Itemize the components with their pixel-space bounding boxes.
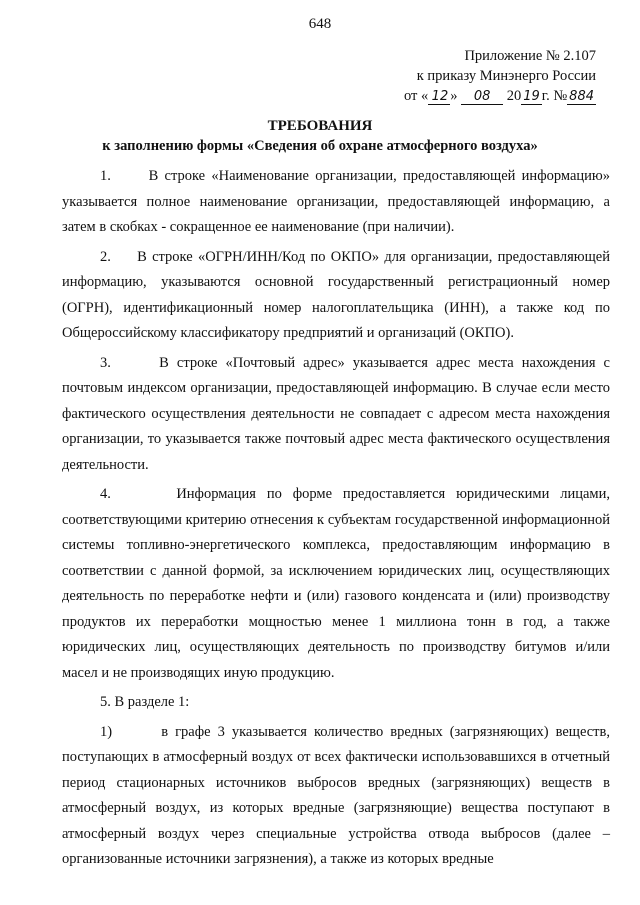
date-prefix: от «	[403, 88, 429, 104]
paragraph-4: 4. Информация по форме предоставляется юридическими лицами, соответствующими критерию отнесения к субъектам государственной информационной системы топливно-энергетического комплекса, предоставляющим информацию в соответствии с данной формой, за исключением юридических лиц, осуществляющих деятельность по переработке нефти и (или) газового конденсата и (или) производству продуктов их переработки мощностью менее 1 миллиона тонн в год, а также юридических лиц, осуществляющих деятельность по производству битумов и/или масел и не производящих иную продукцию.	[62, 486, 610, 681]
appendix-date-line	[404, 86, 596, 106]
handwritten-day: 12	[428, 90, 450, 105]
document-subtitle: к заполнению формы «Сведения об охране атмосферного воздуха»	[102, 138, 538, 154]
document-title: ТРЕБОВАНИЯ	[267, 118, 373, 134]
section-1-heading: 5. В разделе 1:	[100, 694, 190, 710]
handwritten-year: 19	[523, 89, 540, 104]
year-prefix: 20	[506, 88, 522, 104]
page-number: 648	[308, 16, 332, 32]
handwritten-order-number: 884	[569, 89, 594, 104]
paragraph-3: 3. В строке «Почтовый адрес» указывается адрес места нахождения с почтовым индексом организации, предоставляющей информацию. В случае если место фактического осуществления деятельности не совпадает с адресом места нахождения организации, то указывается также почтовый адрес места фактического осуществления деятельности.	[62, 354, 610, 473]
date-mid: »	[450, 88, 458, 104]
appendix-line1: Приложение № 2.107	[464, 48, 596, 64]
number-prefix: г. №	[541, 88, 568, 104]
appendix-header	[404, 46, 596, 106]
appendix-line2: к приказу Минэнерго России	[416, 68, 596, 84]
paragraph-1: 1. В строке «Наименование организации, предоставляющей информацию» указывается полное наименование организации, предоставляющей информацию, а затем в скобках - сокращенное ее наименование (при наличии).	[62, 168, 610, 235]
document-body	[62, 164, 610, 873]
paragraph-2: 2. В строке «ОГРН/ИНН/Код по ОКПО» для организации, предоставляющей информацию, указываются основной государственный регистрационный номер (ОГРН), идентификационный номер налогоплательщика (ИНН), а также код по Общероссийскому классификатору предприятий и организаций (ОКПО).	[62, 248, 610, 341]
handwritten-month: 08	[461, 90, 503, 105]
paragraph-5-1: 1) в графе 3 указывается количество вредных (загрязняющих) веществ, поступающих в атмосферный воздух от всех фактически использовавшихся в отчетный период стационарных источников выбросов вредных (загрязняющих) веществ в атмосферный воздух, из которых вредные (загрязняющие) вещества поступают в атмосферный воздух через специальные устройства отвода выбросов (далее – организованные источники загрязнения), а также из которых вредные	[62, 723, 610, 867]
